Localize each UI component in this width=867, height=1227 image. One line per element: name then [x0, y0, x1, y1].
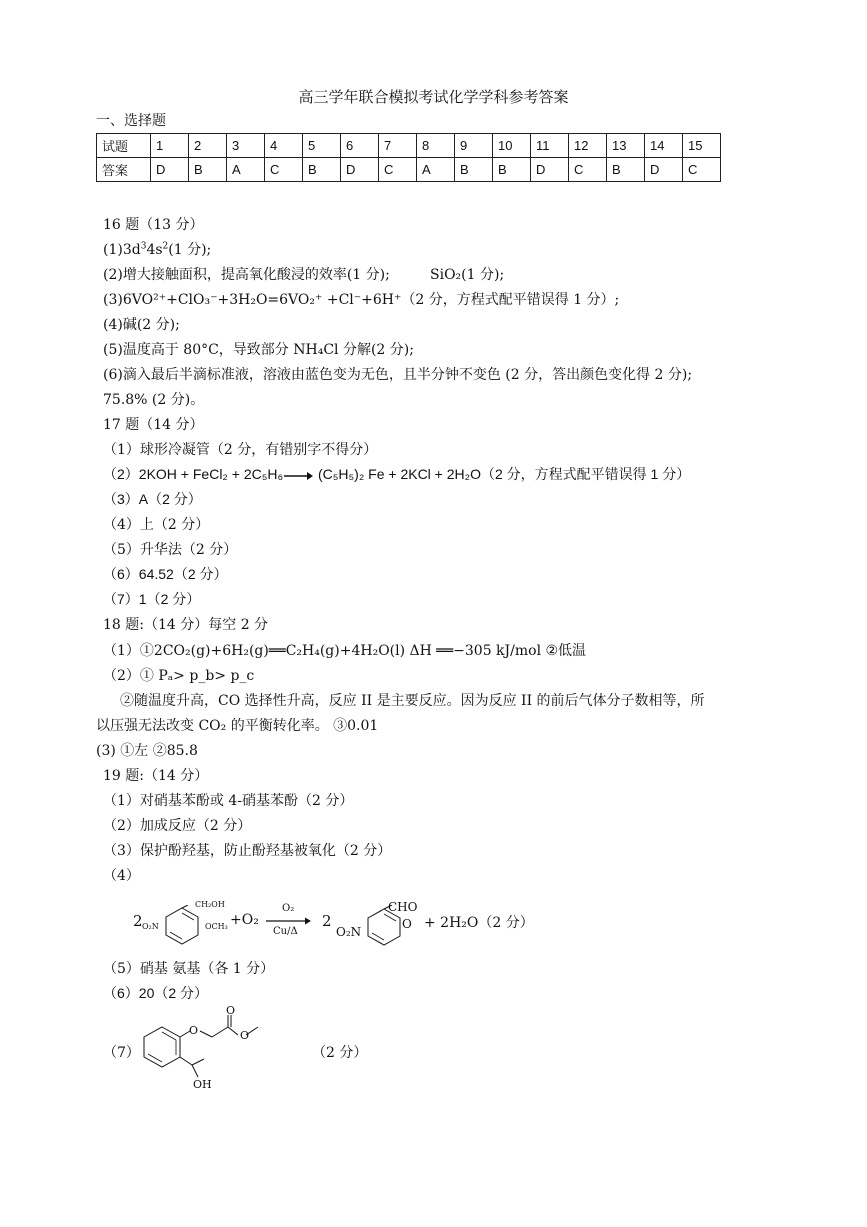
q16-l1-sup2: 2 [162, 241, 169, 252]
table-cell: 9 [455, 134, 493, 158]
q16-line-1 [103, 239, 211, 259]
q19-line-2: （2）加成反应（2 分） [103, 818, 252, 834]
q17-line-6: （6）64.52（2 分） [103, 566, 228, 582]
table-cell: B [455, 158, 493, 182]
q19-header: 19 题:（14 分） [103, 768, 209, 784]
table-row-answers [97, 158, 721, 182]
q16-l1-e: (1 分); [168, 242, 212, 258]
eq-arrow-above: O₂ [282, 903, 295, 914]
eq-no2-left: O₂N [142, 922, 159, 931]
q18-line-3: ②随温度升高，CO 选择性升高，反应 II 是主要反应。因为反应 II 的前后气体分子数相等，所 [120, 693, 705, 709]
table-cell: B [189, 158, 227, 182]
table-cell: B [607, 158, 645, 182]
table-cell: 2 [189, 134, 227, 158]
structure-formula-icon [140, 1005, 290, 1085]
eq-tail: + 2H₂O（2 分） [424, 915, 534, 931]
q19-line-1: （1）对硝基苯酚或 4-硝基苯酚（2 分） [103, 793, 354, 809]
table-cell: D [645, 158, 683, 182]
eq-plus-o2: +O₂ [230, 912, 259, 928]
table-row-numbers [97, 134, 721, 158]
q16-l1-sup1: 3 [140, 241, 147, 252]
table-cell: 10 [493, 134, 531, 158]
q18-line-5: (3) ①左 ②85.8 [96, 743, 198, 759]
table-cell: D [341, 158, 379, 182]
table-cell: B [303, 158, 341, 182]
q19-line-5: （5）硝基 氨基（各 1 分） [103, 961, 275, 977]
table-cell: 14 [645, 134, 683, 158]
table-cell: D [151, 158, 189, 182]
table-cell: 13 [607, 134, 645, 158]
q16-line-5: (5)温度高于 80°C，导致部分 NH₄Cl 分解(2 分); [103, 342, 414, 358]
eq-arrow-below: Cu/Δ [273, 926, 298, 937]
q16-l1-c: 4s [146, 242, 163, 258]
q19-line-4: （4） [103, 868, 140, 884]
table-cell: 3 [227, 134, 265, 158]
eq-coef-left: 2 [133, 912, 143, 930]
table-cell: 1 [151, 134, 189, 158]
answer-table [96, 133, 721, 182]
q17-header: 17 题（14 分） [103, 417, 204, 433]
structure-o-ester: O [240, 1029, 250, 1042]
benzene-ring-icon [160, 905, 204, 945]
section-heading-choice: 一、选择题 [96, 113, 166, 129]
table-cell: A [227, 158, 265, 182]
q16-line-6: (6)滴入最后半滴标准液，溶液由蓝色变为无色，且半分钟不变色 (2 分，答出颜色变化得 2 分); [103, 367, 693, 383]
q16-line-4: (4)碱(2 分); [103, 317, 180, 333]
eq-no2-right: O₂N [336, 925, 362, 939]
q17-line-4: （4）上（2 分） [103, 517, 210, 533]
q17-line-1: （1）球形冷凝管（2 分，有错别字不得分） [103, 442, 378, 458]
reaction-arrow-icon [265, 916, 311, 926]
table-cell: C [569, 158, 607, 182]
table-cell: 8 [417, 134, 455, 158]
table-cell: 15 [683, 134, 721, 158]
q18-header: 18 题:（14 分）每空 2 分 [103, 617, 269, 633]
q18-line-2: （2）① Pₐ> p_b> p_c [103, 668, 255, 684]
eq-ch2oh: CH₂OH [195, 900, 225, 909]
eq-o-ether: O [402, 917, 412, 931]
eq-coef-right: 2 [322, 912, 332, 930]
table-cell: 11 [531, 134, 569, 158]
table-cell: 4 [265, 134, 303, 158]
table-cell: C [265, 158, 303, 182]
q16-line-2b: SiO₂(1 分); [430, 267, 505, 283]
eq-cho: CHO [388, 900, 418, 914]
q17-line-2b: (C₅H₅)₂ Fe + 2KCl + 2H₂O（2 分，方程式配平错误得 1 分） [318, 466, 691, 482]
table-cell: C [379, 158, 417, 182]
page-title: 高三学年联合模拟考试化学学科参考答案 [298, 88, 569, 106]
q18-line-4: 以压强无法改变 CO₂ 的平衡转化率。 ③0.01 [96, 718, 379, 734]
q19-line-6: （6）20（2 分） [103, 985, 209, 1001]
row-label: 试题 [97, 134, 151, 158]
table-cell: A [417, 158, 455, 182]
q18-line-1: （1）①2CO₂(g)+6H₂(g)══C₂H₄(g)+4H₂O(l) ΔH ══−305 kJ/mol ②低温 [103, 643, 587, 659]
q19-line-3: （3）保护酚羟基，防止酚羟基被氧化（2 分） [103, 843, 392, 859]
row-label: 答案 [97, 158, 151, 182]
q16-header: 16 题（13 分） [103, 217, 204, 233]
table-cell: 6 [341, 134, 379, 158]
table-cell: B [493, 158, 531, 182]
reaction-arrow-icon [283, 470, 313, 482]
structure-o-carbonyl: O [226, 1004, 236, 1017]
q16-l1-a: (1)3d [103, 242, 141, 258]
structure-oh: OH [193, 1078, 212, 1091]
q16-line-2: (2)增大接触面积，提高氧化酸浸的效率(1 分); [103, 267, 390, 283]
q17-line-5: （5）升华法（2 分） [103, 542, 238, 558]
table-cell: C [683, 158, 721, 182]
table-cell: D [531, 158, 569, 182]
structure-o-ether: O [189, 1024, 199, 1037]
q17-line-2a: （2）2KOH + FeCl₂ + 2C₅H₆ [103, 466, 284, 482]
q16-line-7: 75.8% (2 分)。 [103, 392, 205, 408]
table-cell: 12 [569, 134, 607, 158]
q17-line-7: （7）1（2 分） [103, 591, 201, 607]
q17-line-3: （3）A（2 分） [103, 491, 202, 507]
q19-line-7: （7） [103, 1045, 140, 1061]
eq-och3: OCH₃ [205, 922, 228, 931]
table-cell: 7 [379, 134, 417, 158]
q19-line-7-score: （2 分） [312, 1045, 368, 1061]
q16-line-3: (3)6VO²⁺+ClO₃⁻+3H₂O=6VO₂⁺ +Cl⁻+6H⁺（2 分，方程式配平错误得 1 分）; [103, 292, 620, 308]
table-cell: 5 [303, 134, 341, 158]
